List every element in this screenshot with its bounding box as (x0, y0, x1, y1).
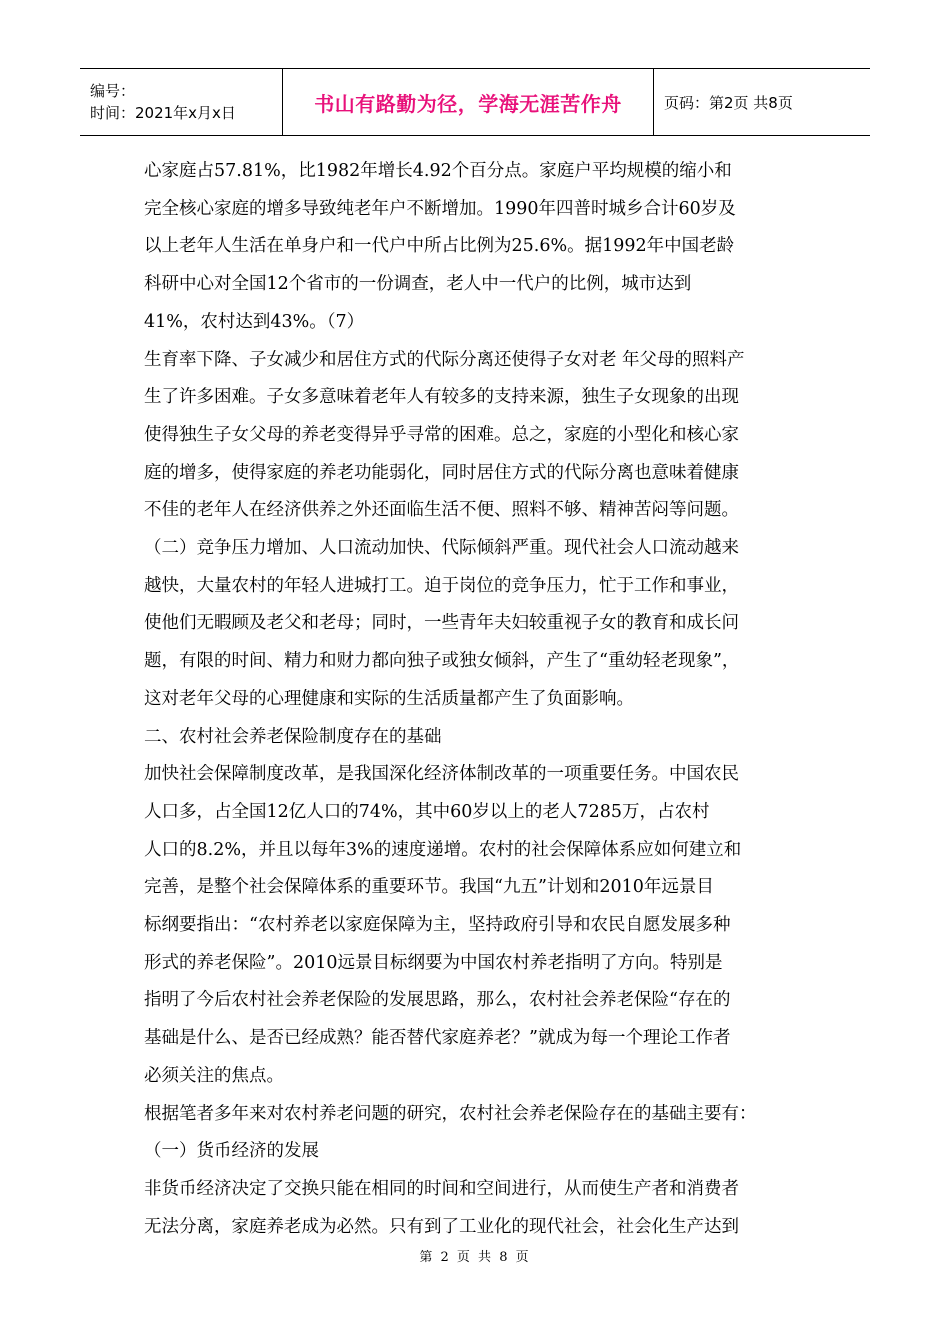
page-header (80, 68, 870, 136)
body-line: 越快，大量农村的年轻人进城打工。迫于岗位的竞争压力，忙于工作和事业， (144, 575, 739, 596)
doc-code-label: 编号： (90, 82, 136, 100)
body-line: 指明了今后农村社会养老保险的发展思路，那么，农村社会养老保险“存在的 (144, 990, 731, 1011)
body-line: 题，有限的时间、精力和财力都向独子或独女倾斜，产生了“重幼轻老现象”， (144, 651, 740, 672)
header-page-info: 页码：第2页 共8页 (664, 93, 793, 112)
body-line: 加快社会保障制度改革，是我国深化经济体制改革的一项重要任务。中国农民 (144, 764, 739, 785)
body-line: 庭的增多，使得家庭的养老功能弱化，同时居住方式的代际分离也意味着健康 (144, 462, 739, 483)
page-footer: 第 2 页 共 8 页 (419, 1250, 531, 1265)
body-line: 使得独生子女父母的养老变得异乎寻常的困难。总之，家庭的小型化和核心家 (144, 424, 739, 445)
body-line: 生育率下降、子女减少和居住方式的代际分离还使得子女对老 年父母的照料产 (144, 349, 745, 370)
header-page-cell (654, 69, 870, 135)
subsection-heading: （一）货币经济的发展 (144, 1141, 319, 1162)
body-line: 人口多，占全国12亿人口的74%，其中60岁以上的老人7285万，占农村 (144, 801, 710, 822)
header-motto-cell (283, 69, 654, 135)
body-line: 不佳的老年人在经济供养之外还面临生活不便、照料不够、精神苦闷等问题。 (144, 500, 739, 521)
body-line: 这对老年父母的心理健康和实际的生活质量都产生了负面影响。 (144, 688, 634, 709)
body-line: 标纲要指出：“农村养老以家庭保障为主，坚持政府引导和农民自愿发展多种 (144, 915, 731, 936)
body-line: 使他们无暇顾及老父和老母；同时，一些青年夫妇较重视子女的教育和成长问 (144, 613, 739, 634)
body-line: 心家庭占57.81%，比1982年增长4.92个百分点。家庭户平均规模的缩小和 (144, 161, 732, 181)
header-left-cell (80, 69, 283, 135)
section-heading: 二、农村社会养老保险制度存在的基础 (144, 726, 442, 747)
document-body (144, 153, 824, 1246)
body-line: 非货币经济决定了交换只能在相同的时间和空间进行，从而使生产者和消费者 (144, 1178, 739, 1199)
doc-date-label: 时间：2021年x月x日 (90, 104, 236, 122)
body-line: 完全核心家庭的增多导致纯老年户不断增加。1990年四普时城乡合计60岁及 (144, 198, 736, 219)
body-line: 科研中心对全国12个省市的一份调查，老人中一代户的比例，城市达到 (144, 274, 692, 295)
body-line: 必须关注的焦点。 (144, 1065, 284, 1086)
body-line: 无法分离，家庭养老成为必然。只有到了工业化的现代社会，社会化生产达到 (144, 1216, 739, 1237)
body-line: 完善，是整个社会保障体系的重要环节。我国“九五”计划和2010年远景目 (144, 877, 714, 898)
body-line: 基础是什么、是否已经成熟？能否替代家庭养老？”就成为每一个理论工作者 (144, 1028, 731, 1049)
body-line: （二）竞争压力增加、人口流动加快、代际倾斜严重。现代社会人口流动越来 (144, 538, 739, 559)
body-line: 41%，农村达到43%。（7） (144, 311, 365, 332)
body-line: 人口的8.2%，并且以每年3%的速度递增。农村的社会保障体系应如何建立和 (144, 839, 742, 860)
body-line: 以上老年人生活在单身户和一代户中所占比例为25.6%。据1992年中国老龄 (144, 236, 735, 257)
body-line: 根据笔者多年来对农村养老问题的研究，农村社会养老保险存在的基础主要有： (144, 1103, 757, 1124)
body-line: 生了许多困难。子女多意味着老年人有较多的支持来源，独生子女现象的出现 (144, 387, 739, 408)
header-motto: 书山有路勤为径，学海无涯苦作舟 (314, 91, 622, 116)
body-line: 形式的养老保险”。2010远景目标纲要为中国农村养老指明了方向。特别是 (144, 952, 723, 973)
